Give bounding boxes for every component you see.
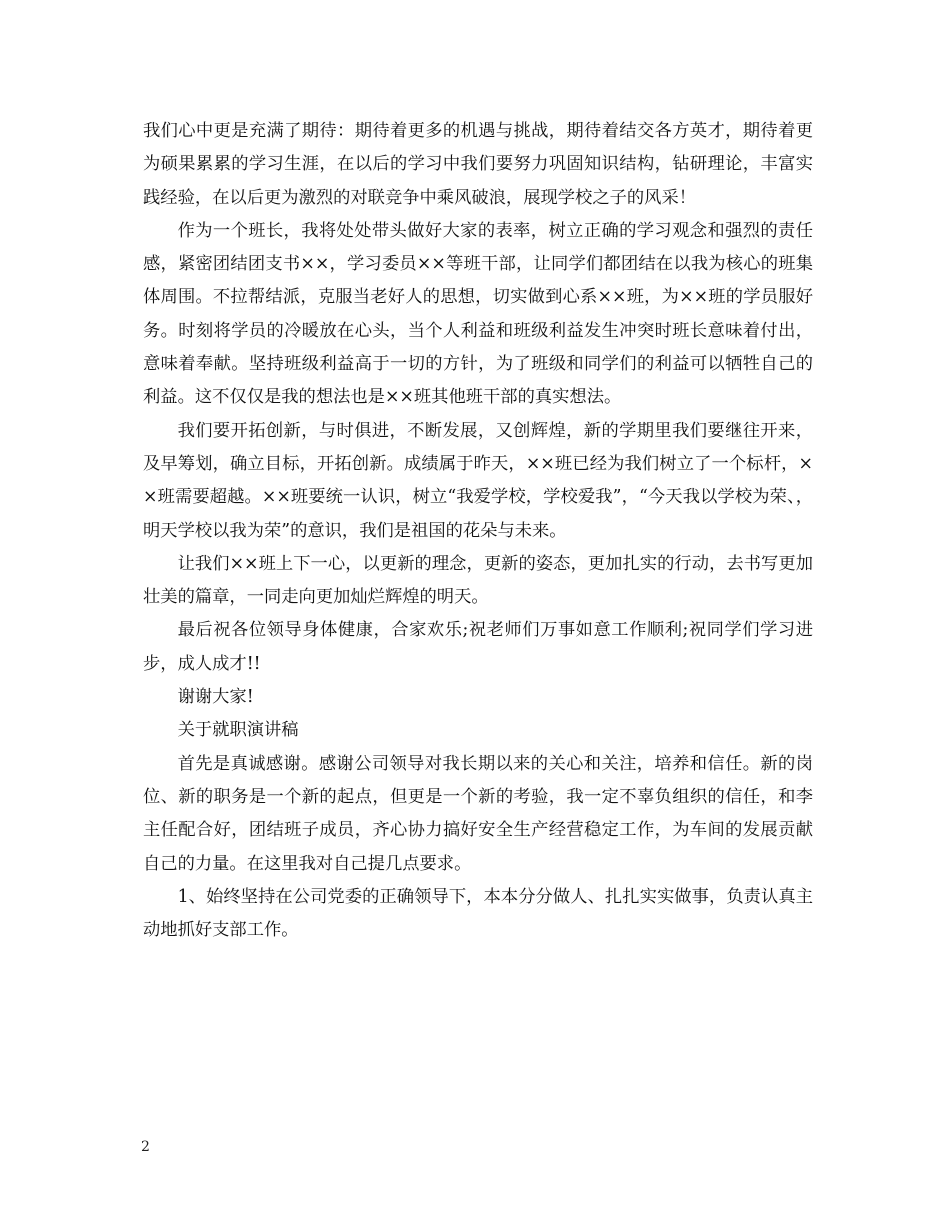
paragraph-8: 首先是真诚感谢。感谢公司领导对我长期以来的关心和关注，培养和信任。新的岗位、新的职务是一个新的起点，但更是一个新的考验，我一定不辜负组织的信任，和李主任配合好，团结班子成员，齐心协力搞好安全生产经营稳定工作，为车间的发展贡献自己的力量。在这里我对自己提几点要求。 — [143, 753, 813, 874]
paragraph-1: 我们心中更是充满了期待：期待着更多的机遇与挑战，期待着结交各方英才，期待着更为硕果累累的学习生涯，在以后的学习中我们要努力巩固知识结构，钻研理论，丰富实践经验，在以后更为激烈的对联竞争中乘风破浪，展现学校之子的风采！ — [143, 121, 813, 208]
document-body — [143, 115, 813, 947]
page-number: 2 — [141, 1139, 150, 1155]
paragraph-2: 作为一个班长，我将处处带头做好大家的表率，树立正确的学习观念和强烈的责任感，紧密团结团支书××，学习委员××等班干部，让同学们都团结在以我为核心的班集体周围。不拉帮结派，克服当老好人的思想，切实做到心系××班，为××班的学员服好务。时刻将学员的冷暖放在心头，当个人利益和班级利益发生冲突时班长意味着付出，意味着奉献。坚持班级利益高于一切的方针，为了班级和同学们的利益可以牺牲自己的利益。这不仅仅是我的想法也是××班其他班干部的真实想法。 — [143, 220, 813, 408]
paragraph-5: 最后祝各位领导身体健康，合家欢乐;祝老师们万事如意工作顺利;祝同学们学习进步，成人成才!! — [143, 620, 813, 674]
paragraph-4: 让我们××班上下一心，以更新的理念，更新的姿态，更加扎实的行动，去书写更加壮美的篇章，一同走向更加灿烂辉煌的明天。 — [143, 553, 813, 608]
paragraph-3: 我们要开拓创新，与时俱进，不断发展，又创辉煌，新的学期里我们要继往开来，及早筹划，确立目标，开拓创新。成绩属于昨天，××班已经为我们树立了一个标杆，××班需要超越。××班要统一认识，树立“我爱学校，学校爱我”，“今天我以学校为荣、，明天学校以我为荣”的意识，我们是祖国的花朵与未来。 — [143, 420, 813, 541]
paragraph-9: 1、始终坚持在公司党委的正确领导下，本本分分做人、扎扎实实做事，负责认真主动地抓好支部工作。 — [143, 886, 813, 941]
paragraph-7-heading: 关于就职演讲稿 — [177, 720, 299, 741]
paragraph-6: 谢谢大家! — [177, 687, 254, 708]
